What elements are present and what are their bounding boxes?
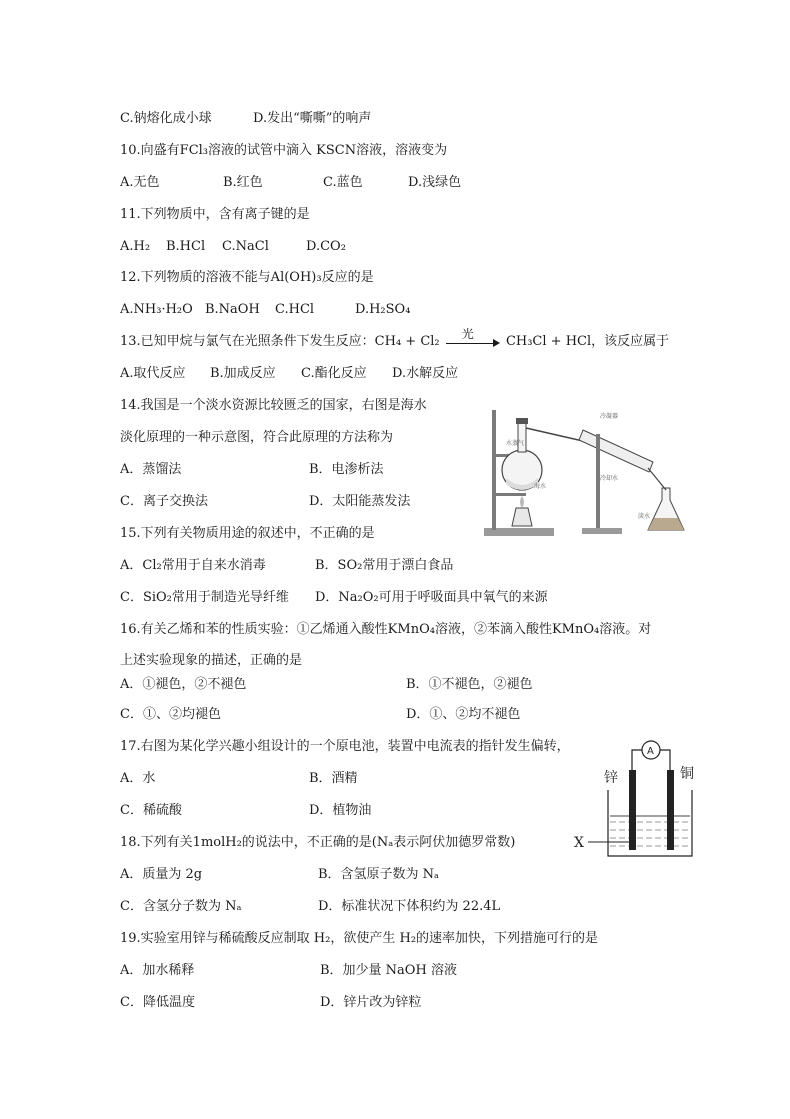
q19-option-d: D．锌片改为锌粒 xyxy=(320,995,422,1010)
label-freshwater: 淡水 xyxy=(638,513,651,520)
q19-stem: 19.实验室用锌与稀硫酸反应制取 H₂，欲使产生 H₂的速率加快，下列措施可行的是 xyxy=(120,931,599,946)
q17-option-d: D．植物油 xyxy=(309,803,372,818)
q13-option-d: D.水解反应 xyxy=(392,366,459,381)
q17-option-c: C．稀硫酸 xyxy=(120,803,182,818)
q14-stem-line2: 淡化原理的一种示意图，符合此原理的方法称为 xyxy=(120,430,394,445)
copper-electrode xyxy=(667,770,674,850)
q10-stem: 10.向盛有FCl₃溶液的试管中滴入 KSCN溶液，溶液变为 xyxy=(120,143,448,158)
q10-option-b: B.红色 xyxy=(223,175,263,190)
q19-option-c: C．降低温度 xyxy=(120,995,195,1010)
q16-option-c: C．①、②均褪色 xyxy=(120,707,221,722)
q12-option-b: B.NaOH xyxy=(205,302,260,317)
q19-option-b: B．加少量 NaOH 溶液 xyxy=(320,963,457,978)
q10-option-d: D.浅绿色 xyxy=(408,175,462,190)
galvanic-cell-figure xyxy=(570,738,720,863)
q15-stem: 15.下列有关物质用途的叙述中，不正确的是 xyxy=(120,526,375,541)
q13-arrow-label: 光 xyxy=(461,326,474,341)
q17-option-b: B．酒精 xyxy=(309,771,358,786)
q14-option-c: C．离子交换法 xyxy=(120,494,208,509)
zinc-electrode xyxy=(629,770,636,850)
q9-option-d: D.发出“嘶嘶”的响声 xyxy=(253,111,372,126)
q18-option-b: B．含氢原子数为 Nₐ xyxy=(318,867,440,882)
q18-option-a: A．质量为 2g xyxy=(120,867,203,882)
q10-option-a: A.无色 xyxy=(120,175,160,190)
q17-stem: 17.右图为某化学兴趣小组设计的一个原电池，装置中电流表的指针发生偏转， xyxy=(120,739,570,754)
q19-option-a: A．加水稀释 xyxy=(120,963,195,978)
q11-option-a: A.H₂ xyxy=(120,239,151,254)
distillation-apparatus-figure xyxy=(478,400,688,540)
q13-stem-post: CH₃Cl + HCl，该反应属于 xyxy=(505,334,670,349)
q16-stem-line2: 上述实验现象的描述，正确的是 xyxy=(120,653,303,668)
q12-option-c: C.HCl xyxy=(275,302,315,317)
zinc-label: 锌 xyxy=(604,770,618,786)
q13-option-c: C.酯化反应 xyxy=(301,366,367,381)
copper-label: 铜 xyxy=(680,766,694,782)
q15-option-b: B．SO₂常用于漂白食品 xyxy=(315,558,454,573)
q11-option-b: B.HCl xyxy=(166,239,206,254)
q16-option-d: D．①、②均不褪色 xyxy=(406,707,521,722)
q9-option-c: C.钠熔化成小球 xyxy=(120,111,212,126)
ammeter-label: A xyxy=(647,746,654,757)
q15-option-d: D．Na₂O₂可用于呼吸面具中氧气的来源 xyxy=(315,590,548,605)
label-vapor: 水蒸气 xyxy=(506,440,525,447)
label-condenser: 冷凝器 xyxy=(600,413,619,420)
q13-option-a: A.取代反应 xyxy=(120,366,186,381)
q18-option-c: C．含氢分子数为 Nₐ xyxy=(120,899,242,914)
q14-option-d: D．太阳能蒸发法 xyxy=(309,494,411,509)
q15-option-c: C．SiO₂常用于制造光导纤维 xyxy=(120,590,289,605)
q16-option-a: A．①褪色，②不褪色 xyxy=(120,677,247,692)
label-seawater: 海水 xyxy=(534,483,547,490)
q10-option-c: C.蓝色 xyxy=(323,175,363,190)
q17-option-a: A．水 xyxy=(120,771,156,786)
q14-option-b: B．电渗析法 xyxy=(309,462,384,477)
q15-option-a: A．Cl₂常用于自来水消毒 xyxy=(120,558,266,573)
q18-stem: 18.下列有关1molH₂的说法中，不正确的是(Nₐ表示阿伏加德罗常数) xyxy=(120,835,516,850)
q13-stem xyxy=(120,326,670,351)
reaction-arrow-icon xyxy=(446,326,500,349)
q14-stem-line1: 14.我国是一个淡水资源比较匮乏的国家，右图是海水 xyxy=(120,398,427,413)
q16-option-b: B．①不褪色，②褪色 xyxy=(406,677,533,692)
label-coldwater: 冷却水 xyxy=(600,475,619,482)
q11-option-c: C.NaCl xyxy=(222,239,269,254)
q11-stem: 11.下列物质中，含有离子键的是 xyxy=(120,207,310,222)
q12-option-a: A.NH₃·H₂O xyxy=(120,302,193,317)
q11-option-d: D.CO₂ xyxy=(306,239,346,254)
q18-option-d: D．标准状况下体积约为 22.4L xyxy=(318,899,501,914)
q13-option-b: B.加成反应 xyxy=(210,366,276,381)
q16-stem-line1: 16.有关乙烯和苯的性质实验：①乙烯通入酸性KMnO₄溶液，②苯滴入酸性KMnO₄溶液。对 xyxy=(120,622,652,637)
q13-stem-pre: 13.已知甲烷与氯气在光照条件下发生反应：CH₄ + Cl₂ xyxy=(120,334,440,349)
liquid-x-label: X xyxy=(574,835,584,851)
q12-option-d: D.H₂SO₄ xyxy=(355,302,411,317)
q14-option-a: A．蒸馏法 xyxy=(120,462,182,477)
q12-stem: 12.下列物质的溶液不能与Al(OH)₃反应的是 xyxy=(120,270,374,285)
